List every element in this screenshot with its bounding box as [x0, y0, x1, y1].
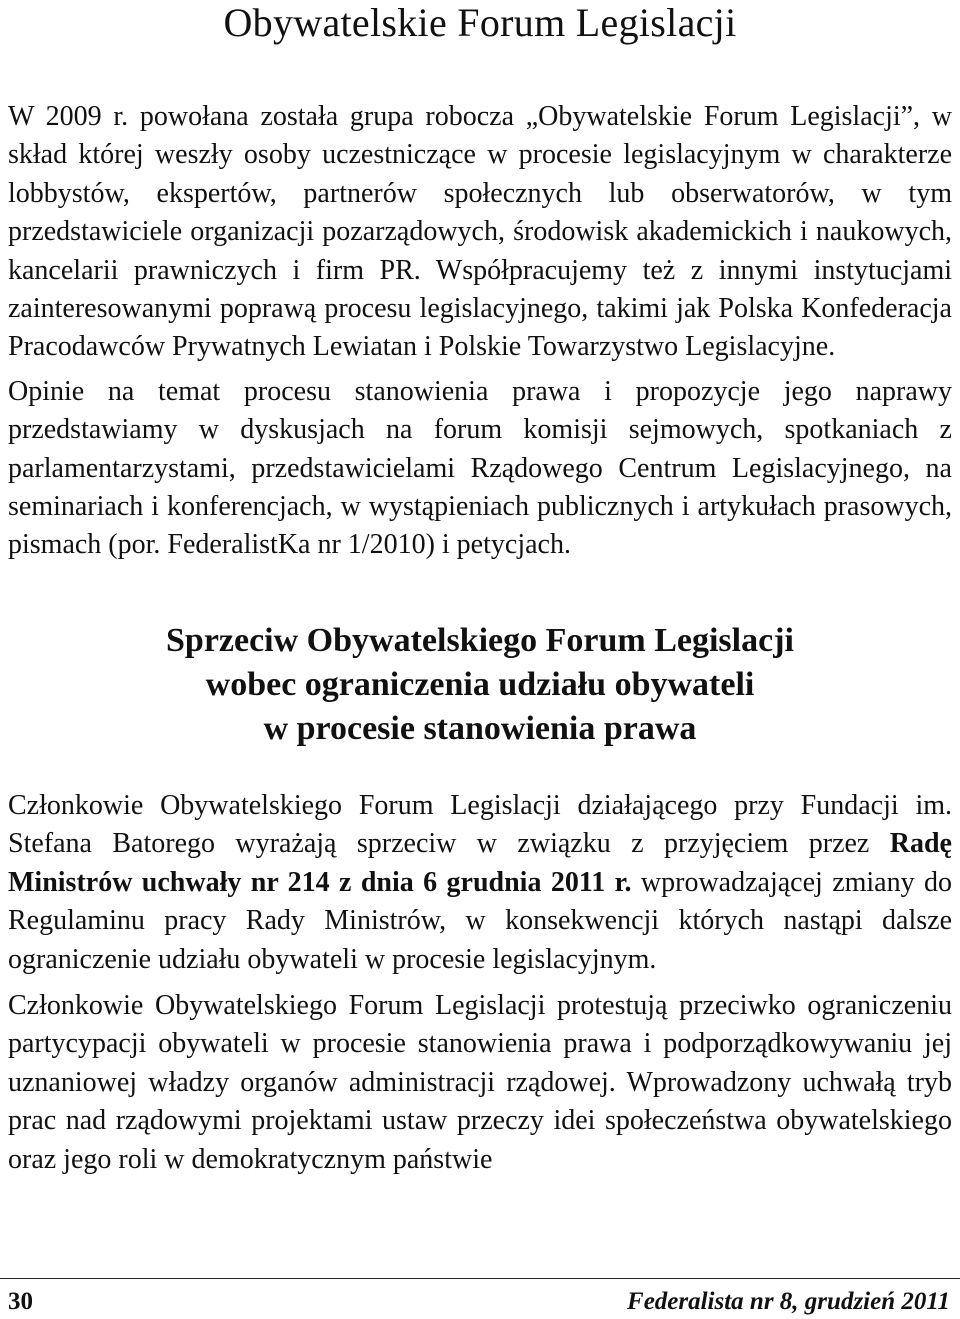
page-number: 30 — [8, 1288, 33, 1315]
intro-paragraph-2: Opinie na temat procesu stanowienia prawa i propozycje jego naprawy przedstawiamy w dyskusjach na forum komisji sejmowych, spotkaniach z parlamentarzystami, przedstawicielami Rządowego Centrum Legislacyjnego, na seminariach i konferencjach, w wystąpieniach publicznych i artykułach prasowych, pismach (por. FederalistKa nr 1/2010) i petycjach. — [8, 375, 952, 561]
statement-section — [8, 787, 952, 1179]
statement-paragraph-1-start: Członkowie Obywatelskiego Forum Legislacji działającego przy Fundacji im. Stefana Batorego wyrażają sprzeciw w związku z przyjęciem przez — [8, 789, 952, 860]
statement-paragraph-1 — [8, 787, 952, 979]
intro-section — [8, 98, 952, 565]
statement-paragraph-2: Członkowie Obywatelskiego Forum Legislacji protestują przeciwko ograniczeniu partycypacji obywateli w procesie stanowienia prawa i podporządkowywaniu jej uznaniowej władzy organów administracji rządowej. Wprowadzony uchwałą tryb prac nad rządowymi projektami ustaw przeczy idei społeczeństwa obywatelskiego oraz jego roli w demokratycznym państwie — [8, 989, 952, 1175]
intro-paragraph-1: W 2009 r. powołana została grupa robocza „Obywatelskie Forum Legislacji”, w skład której weszły osoby uczestniczące w procesie legislacyjnym w charakterze lobbystów, ekspertów, partnerów społecznych lub obserwatorów, w tym przedstawiciele organizacji pozarządowych, środowisk akademickich i naukowych, kancelarii prawniczych i firm PR. Współpracujemy też z innymi instytucjami zainteresowanymi poprawą procesu legislacyjnego, takimi jak Polska Konfederacja Pracodawców Prywatnych Lewiatan i Polskie Towarzystwo Legislacyjne. — [8, 101, 952, 363]
section-heading-line-1: Sprzeciw Obywatelskiego Forum Legislacji — [166, 621, 794, 659]
section-heading-line-2: wobec ograniczenia udziału obywateli — [205, 665, 755, 703]
section-heading-line-3: w procesie stanowienia prawa — [263, 709, 697, 747]
footer-divider — [0, 1278, 960, 1279]
journal-issue: Federalista nr 8, grudzień 2011 — [627, 1288, 950, 1315]
resolution-reference: Radę Ministrów uchwały nr 214 z dnia 6 grudnia 2011 r. — [8, 828, 952, 898]
statement-paragraph-1-end: wprowadzającej zmiany do Regulaminu pracy Rady Ministrów, w konsekwencji których nastąpi dalsze ograniczenie udziału obywateli w procesie legislacyjnym. — [8, 866, 952, 975]
section-heading — [8, 619, 952, 751]
document-page — [8, 0, 952, 1179]
page-title: Obywatelskie Forum Legislacji — [223, 0, 737, 45]
